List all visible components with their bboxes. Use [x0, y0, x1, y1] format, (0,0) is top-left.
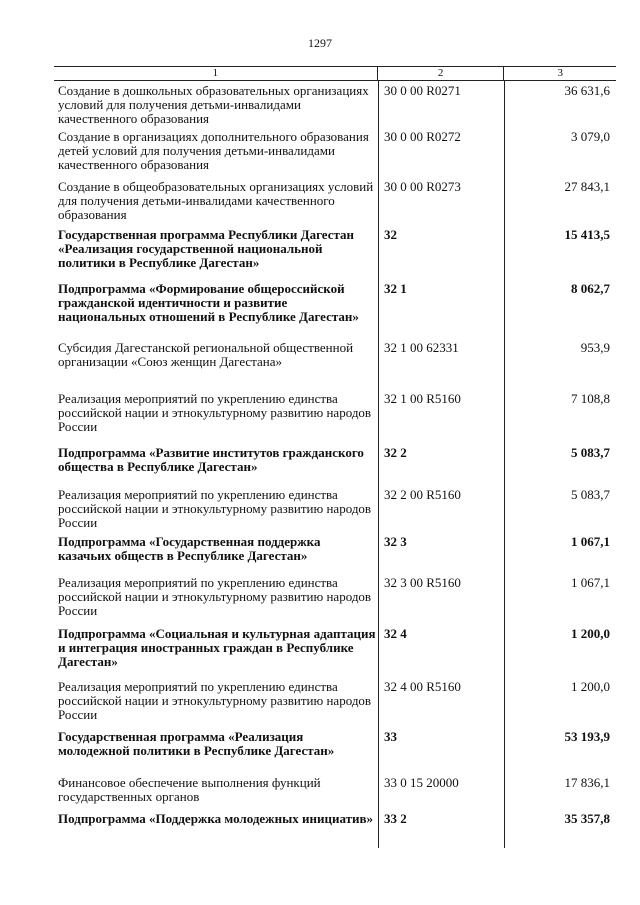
row-name: Создание в организациях дополнительного образования детей условий для получения детьми-инвалидами качественного образования [58, 129, 369, 172]
row-code: 30 0 00 R0272 [384, 129, 461, 144]
table-row [54, 392, 614, 434]
table-body [54, 81, 616, 848]
row-name: Подпрограмма «Формирование общероссийской гражданской идентичности и развитие национальных отношений в Республике Дагестан» [58, 281, 359, 324]
row-amount: 7 108,8 [571, 391, 610, 406]
page-number: 1297 [308, 36, 332, 50]
row-code: 32 2 00 R5160 [384, 487, 461, 502]
row-code: 33 0 15 20000 [384, 775, 459, 790]
row-name: Создание в общеобразовательных организациях условий для получения детьми-инвалидами качественного образования [58, 179, 374, 222]
budget-table [54, 66, 616, 848]
header-col-2: 2 [377, 67, 504, 80]
row-code: 32 1 00 R5160 [384, 391, 461, 406]
table-row [54, 228, 614, 270]
table-row [54, 446, 614, 474]
row-name: Реализация мероприятий по укреплению единства российской нации и этнокультурному развитию народов России [58, 487, 372, 530]
header-col-1: 1 [212, 67, 219, 79]
row-name: Подпрограмма «Развитие институтов гражданского общества в Республике Дагестан» [58, 445, 364, 474]
row-name: Государственная программа Республики Дагестан «Реализация государственной национальной политики в Республике Дагестан» [58, 227, 355, 270]
table-header [54, 66, 616, 81]
table-row [54, 282, 614, 324]
row-amount: 17 836,1 [564, 775, 610, 790]
table-row [54, 576, 614, 618]
row-amount: 3 079,0 [571, 129, 610, 144]
row-code: 32 4 [384, 626, 407, 641]
row-amount: 1 200,0 [571, 679, 610, 694]
row-amount: 953,9 [580, 340, 610, 355]
table-row [54, 730, 614, 758]
table-row [54, 680, 614, 722]
row-code: 32 1 [384, 281, 407, 296]
row-name: Подпрограмма «Государственная поддержка казачьих обществ в Республике Дагестан» [58, 534, 321, 563]
row-name: Подпрограмма «Социальная и культурная адаптация и интеграция иностранных граждан в Республике Дагестан» [58, 626, 376, 669]
row-code: 32 4 00 R5160 [384, 679, 461, 694]
row-name: Субсидия Дагестанской региональной общественной организации «Союз женщин Дагестана» [58, 340, 354, 369]
row-name: Реализация мероприятий по укреплению единства российской нации и этнокультурному развитию народов России [58, 679, 372, 722]
row-name: Финансовое обеспечение выполнения функций государственных органов [58, 775, 321, 804]
row-name: Государственная программа «Реализация молодежной политики в Республике Дагестан» [58, 729, 335, 758]
row-code: 32 1 00 62331 [384, 340, 459, 355]
row-amount: 15 413,5 [564, 227, 610, 242]
row-code: 30 0 00 R0271 [384, 83, 461, 98]
row-name: Реализация мероприятий по укреплению единства российской нации и этнокультурному развитию народов России [58, 391, 372, 434]
table-row [54, 341, 614, 369]
row-amount: 53 193,9 [564, 729, 610, 744]
row-amount: 36 631,6 [564, 83, 610, 98]
header-col-3: 3 [503, 67, 616, 80]
row-code: 32 2 [384, 445, 407, 460]
row-code: 33 [384, 729, 397, 744]
row-amount: 1 067,1 [571, 534, 610, 549]
row-amount: 1 200,0 [571, 626, 610, 641]
row-code: 32 [384, 227, 397, 242]
row-name: Реализация мероприятий по укреплению единства российской нации и этнокультурному развитию народов России [58, 575, 372, 618]
table-row [54, 180, 614, 222]
row-amount: 5 083,7 [571, 487, 610, 502]
row-name: Создание в дошкольных образовательных организациях условий для получения детьми-инвалидами качественного образования [58, 83, 369, 126]
row-amount: 1 067,1 [571, 575, 610, 590]
row-amount: 8 062,7 [571, 281, 610, 296]
row-name: Подпрограмма «Поддержка молодежных инициатив» [58, 811, 374, 826]
row-amount: 5 083,7 [571, 445, 610, 460]
table-row [54, 84, 614, 126]
table-row [54, 535, 614, 563]
row-amount: 27 843,1 [564, 179, 610, 194]
row-amount: 35 357,8 [564, 811, 610, 826]
table-row [54, 776, 614, 804]
row-code: 32 3 00 R5160 [384, 575, 461, 590]
row-code: 32 3 [384, 534, 407, 549]
table-row [54, 488, 614, 530]
table-row [54, 627, 614, 669]
table-row [54, 130, 614, 172]
row-code: 33 2 [384, 811, 407, 826]
row-code: 30 0 00 R0273 [384, 179, 461, 194]
table-row [54, 812, 614, 826]
